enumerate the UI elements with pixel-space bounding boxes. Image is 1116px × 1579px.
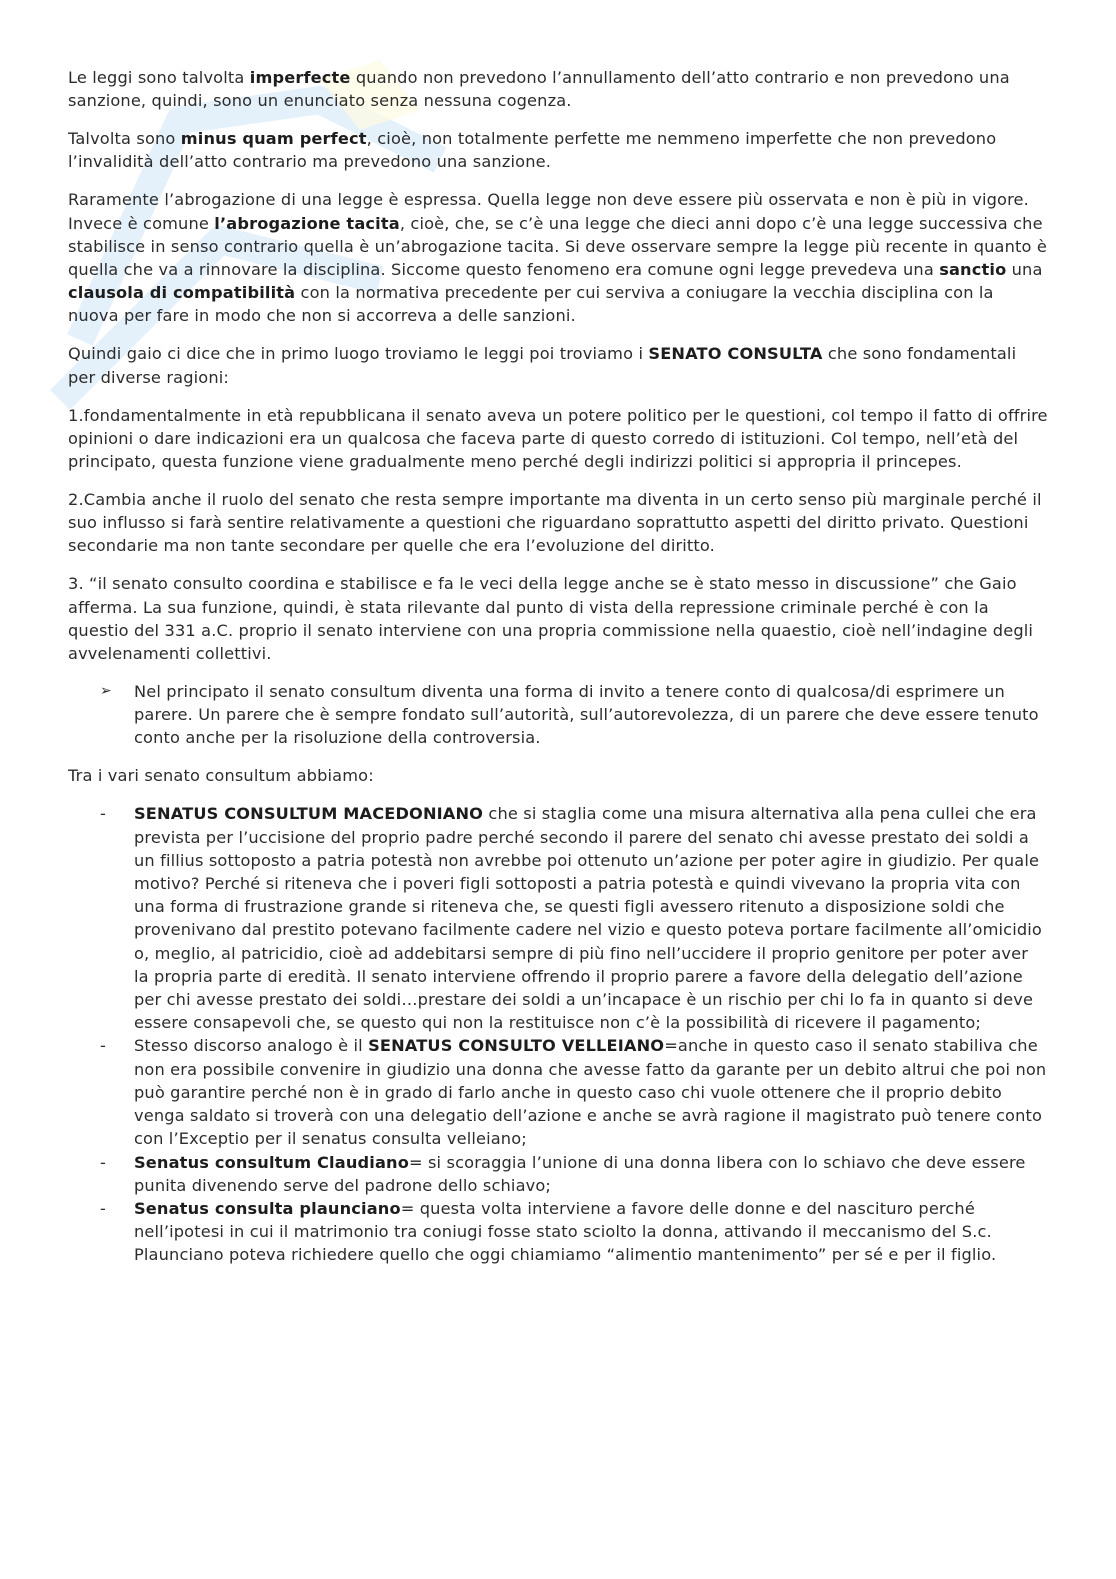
dash-bullet-icon: - bbox=[100, 1036, 106, 1056]
paragraph-point-1: 1.fondamentalmente in età repubblicana il senato aveva un potere politico per le questioni, col tempo il fatto di offrire opinioni o dare indicazioni era un qualcosa che faceva parte di questo corredo di istituzioni. Col tempo, nell’età del principato, questa funzione viene gradualmente meno perché degli indirizzi politici si appropria il princepes. bbox=[68, 405, 1048, 472]
paragraph-abrogazione bbox=[68, 188, 1048, 327]
paragraph-point-3: 3. “il senato consulto coordina e stabilisce e fa le veci della legge anche se è stato messo in discussione” che Gaio afferma. La sua funzione, quindi, è stata rilevante dal punto di vista della repressione criminale perché è con la questio del 331 a.C. proprio il senato interviene con una propria commissione nella quaestio, cioè nell’indagine degli avvelenamenti collettivi. bbox=[68, 574, 1034, 664]
list-item-macedoniano bbox=[68, 802, 1048, 1034]
list-item-claudiano bbox=[68, 1151, 1048, 1197]
text-run: con la normativa precedente per cui serviva a coniugare la vecchia disciplina con la nuova per fare in modo che non si accorreva a delle sanzioni. bbox=[68, 283, 994, 326]
list-item-text: = questa volta interviene a favore delle donne e del nascituro perché nell’ipotesi in cui il matrimonio tra coniugi fosse stato sciolto la donna, attivando il meccanismo del S.c. Plaunciano poteva richiedere quello che oggi chiamiamo “alimentio mantenimento” per sé e per il figlio. bbox=[134, 1198, 997, 1265]
paragraph-senato-consulta bbox=[68, 342, 1048, 388]
bold-term: imperfecte bbox=[249, 68, 351, 87]
document-page bbox=[68, 66, 1048, 1267]
list-item-velleiano bbox=[68, 1034, 1048, 1150]
bold-term: SENATO CONSULTA bbox=[648, 344, 823, 364]
bold-term: minus quam perfect bbox=[180, 129, 367, 149]
text-run: , cioè, non totalmente perfette me nemmeno imperfette che non prevedono l’invalidità dell’atto contrario ma prevedono una sanzione. bbox=[68, 129, 997, 172]
bold-term: SENATUS CONSULTUM MACEDONIANO bbox=[134, 804, 484, 824]
list-item-text: che si staglia come una misura alternativa alla pena cullei che era prevista per l’uccisione del proprio padre perché secondo il parere del senato chi avesse prestato dei soldi a un fillius sottoposto a patria potestà non avrebbe poi ottenuto un’azione per poter agire in giudizio. Per quale motivo? Perché si riteneva che i poveri figli sottoposti a patria potestà e quindi vivevano la propria vita con una forma di frustrazione grande si riteneva che, se questi figli avessero ritenuto a disposizione soldi che provenivano dal prestito potevano facilmente cadere nel vizio e questo poteva portare facilmente all’omicidio o, meglio, al patricidio, cioè ad addebitarsi sempre di più fino nell’uccidere il proprio genitore per poter aver la propria parte di eredità. Il senato interviene offrendo il proprio parere a favore della delegatio dell’azione per chi avesse prestato dei soldi…prestare dei soldi a un’incapace è un rischio per chi lo fa in quanto si deve essere consapevoli che, se questo qui non la restituisce non c’è la possibilità di ricevere il pagamento; bbox=[134, 804, 1042, 1033]
bold-term: clausola di compatibilità bbox=[68, 283, 296, 303]
dash-bullet-icon: - bbox=[100, 804, 106, 824]
bold-term: l’abrogazione tacita bbox=[214, 213, 400, 233]
text-run: Raramente l’abrogazione di una legge è espressa. Quella legge non deve essere più osservata e non è più in vigore. Invece è comune bbox=[68, 190, 1029, 233]
paragraph-imperfecte bbox=[68, 66, 1048, 112]
dash-bullet-icon: - bbox=[100, 1152, 106, 1172]
text-run: , cioè, che, se c’è una legge che dieci anni dopo c’è una legge successiva che stabilisce in senso contrario quella è un’abrogazione tacita. Si deve osservare sempre la legge più recente in quanto è quella che va a rinnovare la disciplina. Siccome questo fenomeno era comune ogni legge prevedeva una bbox=[68, 213, 1047, 280]
paragraph-point-2: 2.Cambia anche il ruolo del senato che resta sempre importante ma diventa in un certo senso più marginale perché il suo influsso si farà sentire relativamente a questioni che riguardano soprattutto aspetti del diritto privato. Questioni secondarie ma non tante secondare per quelle che era l’evoluzione del diritto. bbox=[68, 490, 1042, 556]
text-run: quando non prevedono l’annullamento dell’atto contrario e non prevedono una sanzione, quindi, sono un enunciato senza nessuna cogenza. bbox=[68, 68, 1010, 111]
text-run: che sono fondamentali per diverse ragioni: bbox=[68, 344, 1017, 387]
bold-term: Senatus consulta plaunciano bbox=[134, 1198, 401, 1218]
list-item-text: = si scoraggia l’unione di una donna libera con lo schiavo che deve essere punita divenendo serve del padrone dello schiavo; bbox=[134, 1152, 1026, 1195]
bold-term: Senatus consultum Claudiano bbox=[134, 1152, 409, 1172]
arrow-bullet-list bbox=[68, 680, 1048, 750]
text-run: Quindi gaio ci dice che in primo luogo troviamo le leggi poi troviamo i bbox=[68, 344, 649, 364]
arrow-bullet-icon: ➢ bbox=[100, 683, 112, 700]
dash-bullet-icon: - bbox=[100, 1198, 106, 1218]
text-run: una bbox=[1006, 260, 1043, 280]
list-item-text: Nel principato il senato consultum diventa una forma di invito a tenere conto di qualcosa/di esprimere un parere. Un parere che è sempre fondato sull’autorità, sull’autorevolezza, di un parere che deve essere tenuto conto anche per la risoluzione della controversia. bbox=[134, 682, 1039, 748]
text-run: Talvolta sono bbox=[68, 129, 181, 149]
bold-term: sanctio bbox=[939, 260, 1007, 280]
text-run: Le leggi sono talvolta bbox=[68, 68, 250, 87]
list-item-text: =anche in questo caso il senato stabiliva che non era possibile convenire in giudizio una donna che avesse fatto da garante per un debito altrui che poi non può garantire perché non è in grado di farlo anche in questo caso chi vuole ottenere che il proprio debito venga saldato si troverà con una delegatio dell’azione e anche se avrà ragione il magistrato può tenere conto con l’Exceptio per il senatus consulta velleiano; bbox=[134, 1036, 1047, 1149]
list-item bbox=[68, 680, 1048, 750]
list-item-plaunciano bbox=[68, 1197, 1048, 1267]
senatus-consulta-list bbox=[68, 802, 1048, 1266]
text-run: Stesso discorso analogo è il bbox=[134, 1036, 369, 1056]
paragraph-minus-quam-perfect bbox=[68, 127, 1048, 173]
bold-term: SENATUS CONSULTO VELLEIANO bbox=[368, 1036, 665, 1056]
paragraph-list-intro: Tra i vari senato consultum abbiamo: bbox=[68, 766, 374, 786]
